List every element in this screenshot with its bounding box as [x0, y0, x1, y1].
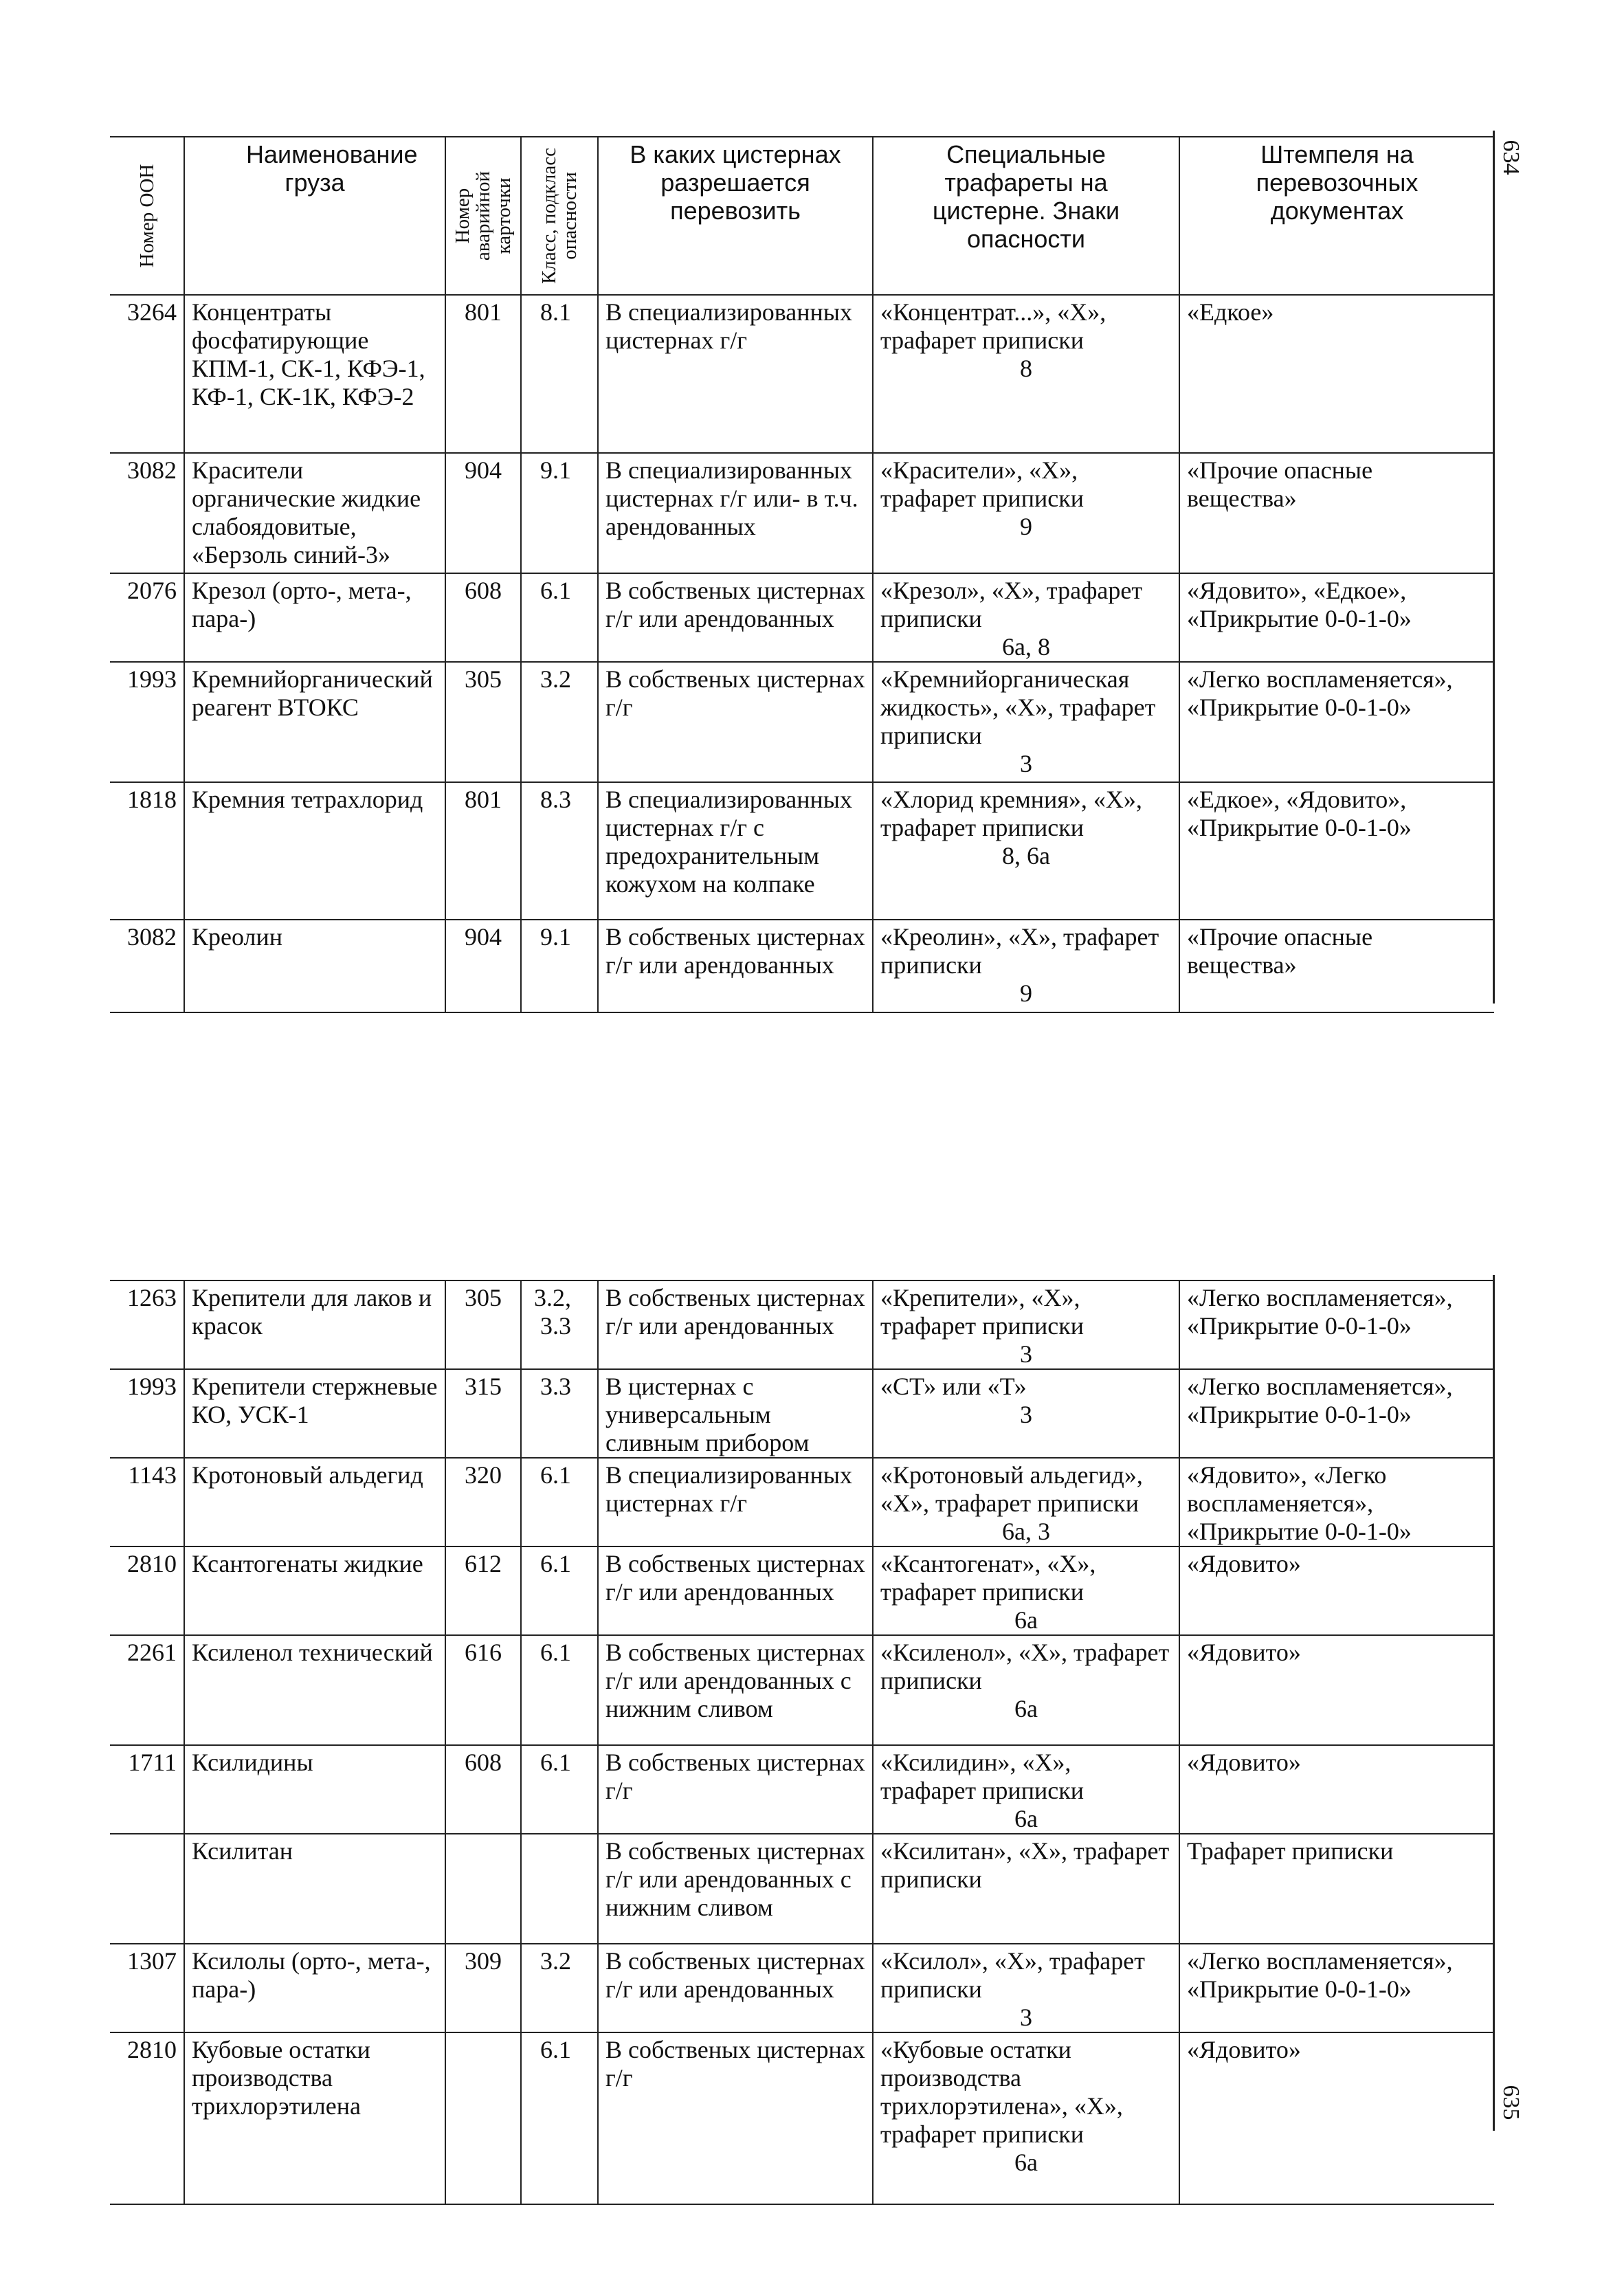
stamp-cell: «Ядовито», «Едкое», «Прикрытие 0-0-1-0»	[1179, 573, 1494, 662]
tank-types-cell: В собственых цистернах г/г или арендованных	[598, 573, 873, 662]
stencil-cell	[873, 1369, 1179, 1458]
table-row	[110, 662, 1494, 782]
cargo-name-cell: Концентраты фосфатирующие КПМ-1, СК-1, КФЭ-1, КФ-1, СК-1К, КФЭ-2	[184, 295, 445, 453]
hazard-sign-number: 6а	[1014, 1805, 1038, 1832]
header-cargo-name: Наименование груза	[184, 137, 445, 295]
table-row	[110, 1458, 1494, 1546]
stencil-text: «Кремнийорганическая жидкость», «Х», трафарет приписки	[880, 665, 1156, 749]
hazard-sign-number: 9	[1020, 979, 1032, 1007]
emergency-card-cell	[445, 1834, 521, 1944]
hazard-class-cell: 6.1	[521, 1546, 598, 1635]
cargo-name-cell: Крезол (орто-, мета-, пара-)	[184, 573, 445, 662]
tank-types-cell: В собственых цистернах г/г или арендованных	[598, 920, 873, 1012]
hazard-class-cell: 3.2	[521, 1944, 598, 2032]
cargo-name-cell: Красители органические жидкие слабоядовитые, «Берзоль синий-3»	[184, 453, 445, 573]
cargo-name-cell: Кремнийорганический реагент ВТОКС	[184, 662, 445, 782]
table-row	[110, 1944, 1494, 2032]
stencil-text: «СТ» или «Т»	[880, 1373, 1027, 1400]
un-number-cell: 2810	[110, 1546, 184, 1635]
header-un-number: Номер ООН	[110, 137, 184, 295]
stencil-cell	[873, 295, 1179, 453]
cargo-name-cell: Ксилидины	[184, 1745, 445, 1834]
cargo-name-cell: Креолин	[184, 920, 445, 1012]
emergency-card-cell: 309	[445, 1944, 521, 2032]
un-number-cell	[110, 1834, 184, 1944]
hazard-sign-number: 6а, 8	[1002, 633, 1050, 661]
table-row	[110, 1369, 1494, 1458]
stamp-cell: Трафарет приписки	[1179, 1834, 1494, 1944]
emergency-card-cell: 608	[445, 1745, 521, 1834]
stencil-text: «Креолин», «Х», трафарет приписки	[880, 923, 1159, 979]
stencil-cell	[873, 1635, 1179, 1745]
hazard-class-cell: 9.1	[521, 920, 598, 1012]
un-number-cell: 1818	[110, 782, 184, 920]
tank-types-cell: В собственых цистернах г/г или арендованных с нижним сливом	[598, 1635, 873, 1745]
stamp-cell: «Ядовито», «Легко воспламеняется», «Прикрытие 0-0-1-0»	[1179, 1458, 1494, 1546]
hazard-sign-number: 3	[1020, 1340, 1032, 1368]
un-number-cell: 2076	[110, 573, 184, 662]
stencil-cell	[873, 782, 1179, 920]
hazard-class-cell: 3.3	[521, 1369, 598, 1458]
table-row	[110, 1280, 1494, 1369]
stamp-cell: «Едкое», «Ядовито», «Прикрытие 0-0-1-0»	[1179, 782, 1494, 920]
hazard-class-cell: 3.2, 3.3	[521, 1280, 598, 1369]
hazard-sign-number: 8, 6а	[1002, 842, 1050, 869]
stencil-cell	[873, 2032, 1179, 2204]
hazard-class-cell: 8.3	[521, 782, 598, 920]
un-number-cell: 3082	[110, 920, 184, 1012]
table-row	[110, 573, 1494, 662]
stamp-cell: «Легко воспламеняется», «Прикрытие 0-0-1-0»	[1179, 1944, 1494, 2032]
stencil-text: «Ксилидин», «Х», трафарет приписки	[880, 1749, 1084, 1804]
hazard-sign-number: 3	[1020, 1401, 1032, 1428]
stencil-text: «Хлорид кремния», «Х», трафарет приписки	[880, 786, 1142, 841]
stencil-cell	[873, 1834, 1179, 1944]
table-row	[110, 782, 1494, 920]
tank-types-cell: В специализированных цистернах г/г или- в т.ч. арендованных	[598, 453, 873, 573]
un-number-cell: 1993	[110, 1369, 184, 1458]
stencil-text: «Концентрат...», «Х», трафарет приписки	[880, 298, 1106, 354]
emergency-card-cell: 315	[445, 1369, 521, 1458]
stencil-cell	[873, 662, 1179, 782]
hazard-sign-number: 3	[1020, 2004, 1032, 2031]
emergency-card-cell: 904	[445, 920, 521, 1012]
tank-types-cell: В специализированных цистернах г/г	[598, 1458, 873, 1546]
stamp-cell: «Ядовито»	[1179, 1745, 1494, 1834]
hazard-class-cell: 6.1	[521, 2032, 598, 2204]
hazard-sign-number: 9	[1020, 513, 1032, 540]
hazard-sign-number: 6а	[1014, 1695, 1038, 1722]
emergency-card-cell: 305	[445, 1280, 521, 1369]
page-number-top: 634	[1498, 140, 1524, 175]
stencil-text: «Ксиленол», «Х», трафарет приписки	[880, 1639, 1170, 1694]
stencil-text: «Крезол», «Х», трафарет приписки	[880, 577, 1143, 632]
table-row	[110, 920, 1494, 1012]
tank-types-cell: В собственых цистернах г/г или арендованных с нижним сливом	[598, 1834, 873, 1944]
cargo-name-cell: Крепители для лаков и красок	[184, 1280, 445, 1369]
emergency-card-cell: 320	[445, 1458, 521, 1546]
table-row	[110, 453, 1494, 573]
un-number-cell: 1143	[110, 1458, 184, 1546]
stamp-cell: «Едкое»	[1179, 295, 1494, 453]
emergency-card-cell: 612	[445, 1546, 521, 1635]
table-row	[110, 1745, 1494, 1834]
stamp-cell: «Ядовито»	[1179, 2032, 1494, 2204]
hazard-sign-number: 3	[1020, 750, 1032, 777]
table-row	[110, 1635, 1494, 1745]
hazard-sign-number: 6а	[1014, 2149, 1038, 2176]
stencil-cell	[873, 1944, 1179, 2032]
cargo-name-cell: Ксиленол технический	[184, 1635, 445, 1745]
hazard-sign-number: 6а	[1014, 1606, 1038, 1634]
tank-types-cell: В собственых цистернах г/г	[598, 662, 873, 782]
stamp-cell: «Ядовито»	[1179, 1546, 1494, 1635]
tank-types-cell: В собственых цистернах г/г или арендованных	[598, 1944, 873, 2032]
un-number-cell: 3264	[110, 295, 184, 453]
emergency-card-cell: 801	[445, 295, 521, 453]
emergency-card-cell: 608	[445, 573, 521, 662]
cargo-name-cell: Ксантогенаты жидкие	[184, 1546, 445, 1635]
un-number-cell: 1307	[110, 1944, 184, 2032]
stencil-cell	[873, 1280, 1179, 1369]
emergency-card-cell: 305	[445, 662, 521, 782]
header-hazard-class: Класс, подкласс опасности	[521, 137, 598, 295]
un-number-cell: 2261	[110, 1635, 184, 1745]
stencil-text: «Ксилол», «Х», трафарет приписки	[880, 1947, 1145, 2003]
stamp-cell: «Легко воспламеняется», «Прикрытие 0-0-1-0»	[1179, 1280, 1494, 1369]
un-number-cell: 3082	[110, 453, 184, 573]
stencil-cell	[873, 573, 1179, 662]
hazard-class-cell	[521, 1834, 598, 1944]
un-number-cell: 1993	[110, 662, 184, 782]
stamp-cell: «Прочие опасные вещества»	[1179, 920, 1494, 1012]
table-row	[110, 1546, 1494, 1635]
stamp-cell: «Легко воспламеняется», «Прикрытие 0-0-1-0»	[1179, 1369, 1494, 1458]
cargo-name-cell: Крепители стержневые КО, УСК-1	[184, 1369, 445, 1458]
stamp-cell: «Легко воспламеняется», «Прикрытие 0-0-1-0»	[1179, 662, 1494, 782]
header-stencils: Специальные трафареты на цистерне. Знаки опасности	[873, 137, 1179, 295]
stamp-cell: «Ядовито»	[1179, 1635, 1494, 1745]
emergency-card-cell: 616	[445, 1635, 521, 1745]
cargo-name-cell: Ксилитан	[184, 1834, 445, 1944]
table-row	[110, 1834, 1494, 1944]
page-number-bottom: 635	[1498, 2085, 1524, 2120]
header-emergency-card: Номер аварийной карточки	[445, 137, 521, 295]
stencil-text: «Кротоновый альдегид», «Х», трафарет приписки	[880, 1461, 1143, 1517]
hazard-class-cell: 3.2	[521, 662, 598, 782]
cargo-name-cell: Ксилолы (орто-, мета-, пара-)	[184, 1944, 445, 2032]
tank-types-cell: В собственых цистернах г/г или арендованных	[598, 1546, 873, 1635]
un-number-cell: 1711	[110, 1745, 184, 1834]
stamp-cell: «Прочие опасные вещества»	[1179, 453, 1494, 573]
stencil-cell	[873, 1745, 1179, 1834]
tank-types-cell: В собственых цистернах г/г или арендованных	[598, 1280, 873, 1369]
cargo-table-bottom	[110, 1280, 1494, 2205]
hazard-class-cell: 6.1	[521, 1635, 598, 1745]
stencil-text: «Ксилитан», «Х», трафарет приписки	[880, 1837, 1170, 1893]
stencil-text: «Крепители», «Х», трафарет приписки	[880, 1284, 1084, 1340]
header-stamps: Штемпеля на перевозочных документах	[1179, 137, 1494, 295]
tank-types-cell: В специализированных цистернах г/г с предохранительным кожухом на колпаке	[598, 782, 873, 920]
table-row	[110, 295, 1494, 453]
tank-types-cell: В цистернах с универсальным сливным прибором	[598, 1369, 873, 1458]
un-number-cell: 1263	[110, 1280, 184, 1369]
emergency-card-cell	[445, 2032, 521, 2204]
hazard-sign-number: 6а, 3	[1002, 1518, 1050, 1545]
hazard-class-cell: 9.1	[521, 453, 598, 573]
tank-types-cell: В специализированных цистернах г/г	[598, 295, 873, 453]
stencil-cell	[873, 1458, 1179, 1546]
cargo-table-top	[110, 136, 1494, 1013]
stencil-text: «Кубовые остатки производства трихлорэтилена», «Х», трафарет приписки	[880, 2036, 1123, 2148]
stencil-text: «Ксантогенат», «Х», трафарет приписки	[880, 1550, 1096, 1606]
cargo-name-cell: Кубовые остатки производства трихлорэтилена	[184, 2032, 445, 2204]
hazard-class-cell: 6.1	[521, 573, 598, 662]
un-number-cell: 2810	[110, 2032, 184, 2204]
stencil-text: «Красители», «Х», трафарет приписки	[880, 456, 1084, 512]
stencil-cell	[873, 920, 1179, 1012]
stencil-cell	[873, 1546, 1179, 1635]
cargo-name-cell: Кремния тетрахлорид	[184, 782, 445, 920]
emergency-card-cell: 904	[445, 453, 521, 573]
hazard-class-cell: 6.1	[521, 1745, 598, 1834]
table-row	[110, 2032, 1494, 2204]
tank-types-cell: В собственых цистернах г/г	[598, 2032, 873, 2204]
hazard-class-cell: 6.1	[521, 1458, 598, 1546]
hazard-sign-number: 8	[1020, 355, 1032, 382]
stencil-cell	[873, 453, 1179, 573]
tank-types-cell: В собственых цистернах г/г	[598, 1745, 873, 1834]
hazard-class-cell: 8.1	[521, 295, 598, 453]
header-tank-types: В каких цистернах разрешается перевозить	[598, 137, 873, 295]
cargo-name-cell: Кротоновый альдегид	[184, 1458, 445, 1546]
emergency-card-cell: 801	[445, 782, 521, 920]
